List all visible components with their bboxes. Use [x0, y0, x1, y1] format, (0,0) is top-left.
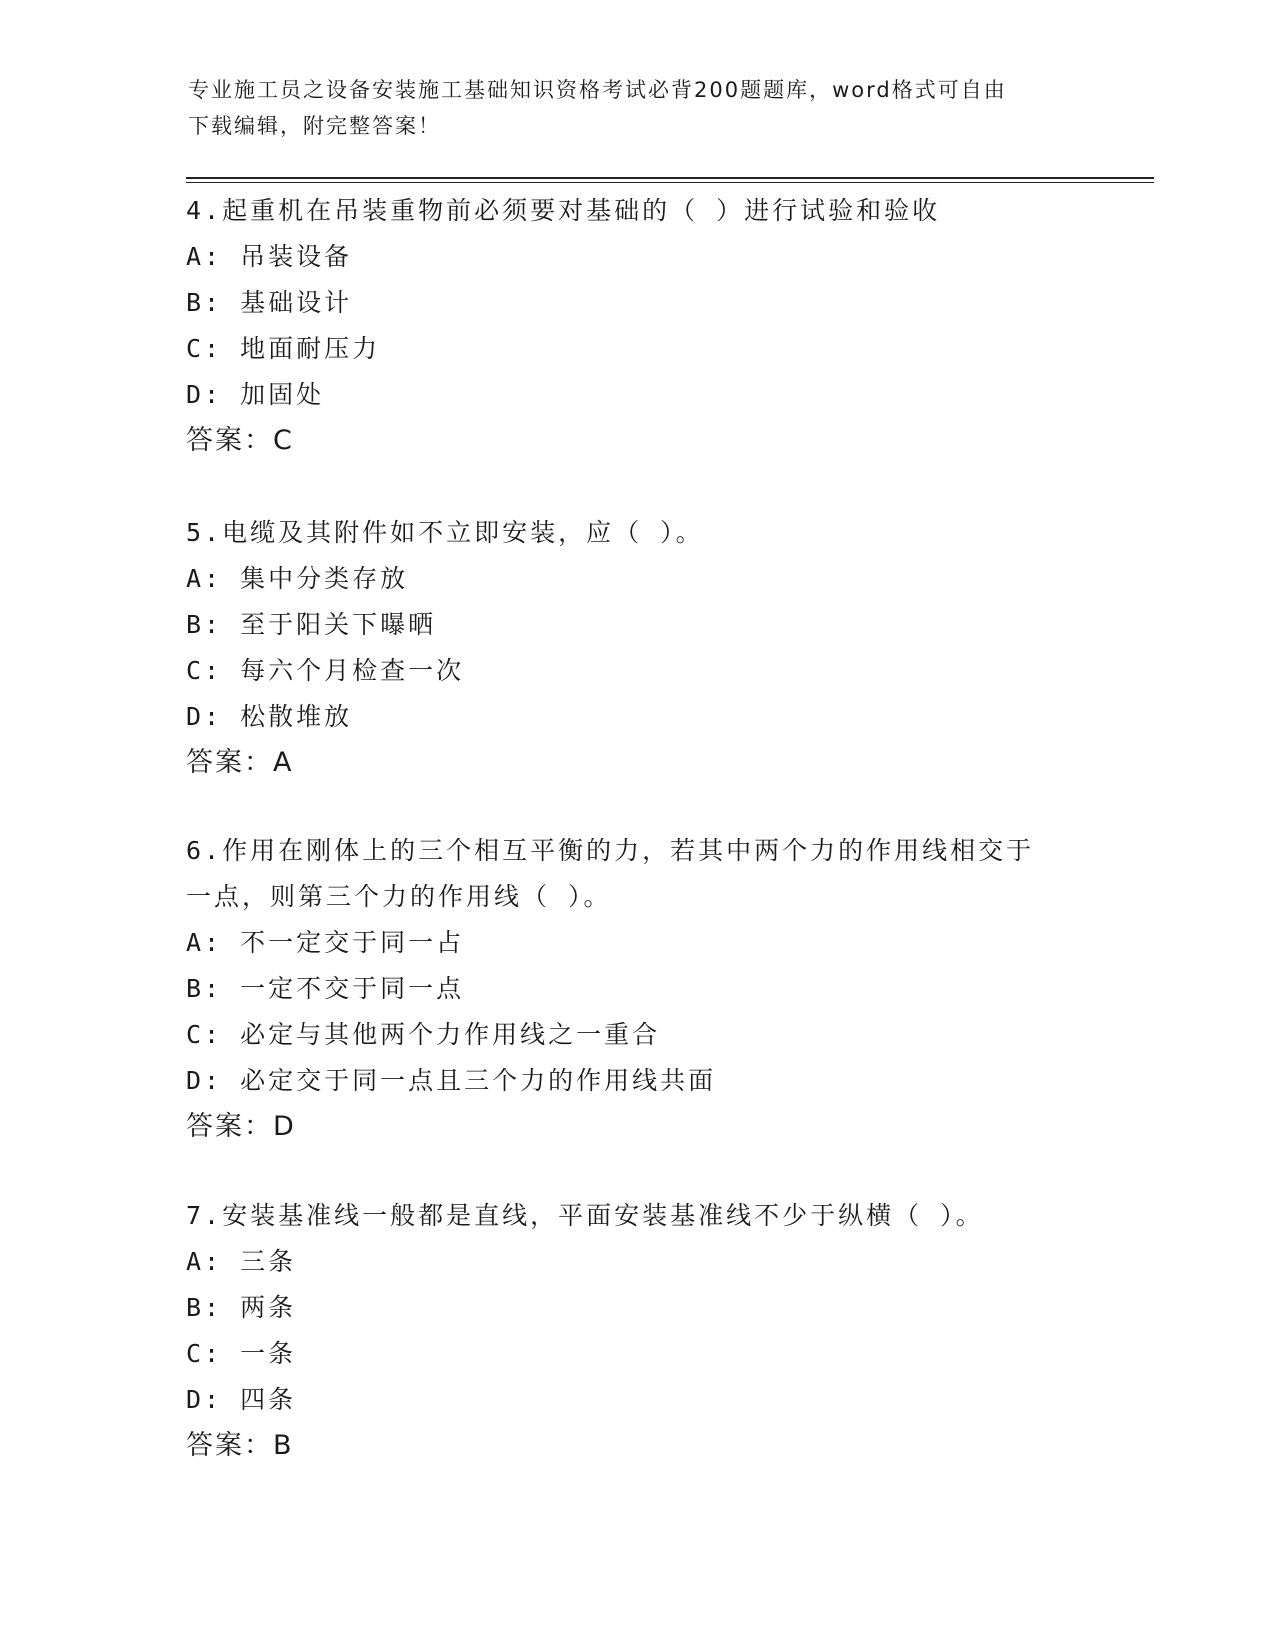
option-text: 集中分类存放 [240, 564, 409, 593]
option-label: A: [186, 564, 223, 593]
answer-line: 答案：D [186, 1111, 296, 1142]
option-label: C: [186, 334, 223, 363]
option-c [186, 1331, 1086, 1377]
option-label: B: [186, 1293, 223, 1322]
question-block [186, 1193, 1086, 1469]
header-line-2: 下载编辑，附完整答案！ [188, 114, 441, 138]
option-text: 一条 [240, 1339, 297, 1368]
option-label: D: [186, 380, 223, 409]
header-divider-thin [186, 182, 1154, 183]
option-text: 两条 [240, 1293, 297, 1322]
option-label: B: [186, 288, 223, 317]
option-label: C: [186, 656, 223, 685]
option-text: 三条 [240, 1247, 297, 1276]
option-label: B: [186, 974, 223, 1003]
question-block [186, 510, 1086, 786]
option-a [186, 234, 1086, 280]
option-d [186, 372, 1086, 418]
option-a [186, 556, 1086, 602]
option-text: 吊装设备 [240, 242, 353, 271]
header-divider-thick [186, 177, 1154, 179]
option-a [186, 1239, 1086, 1285]
option-text: 基础设计 [240, 288, 353, 317]
answer-line: 答案：B [186, 1430, 294, 1461]
option-c [186, 1012, 1086, 1058]
header-line-1: 专业施工员之设备安装施工基础知识资格考试必背200题题库，word格式可自由 [188, 78, 1007, 102]
question-stem: 4.起重机在吊装重物前必须要对基础的（ ）进行试验和验收 [186, 196, 941, 225]
option-text: 每六个月检查一次 [240, 656, 465, 685]
question-block [186, 188, 1086, 464]
question-block [186, 828, 1086, 1150]
option-text: 必定与其他两个力作用线之一重合 [240, 1020, 661, 1049]
option-label: C: [186, 1020, 223, 1049]
option-b [186, 1285, 1086, 1331]
option-d [186, 694, 1086, 740]
answer-line: 答案：A [186, 747, 294, 778]
question-stem-continued: 一点，则第三个力的作用线（ ）。 [186, 882, 612, 911]
option-text: 必定交于同一点且三个力的作用线共面 [240, 1066, 717, 1095]
document-header [188, 72, 1068, 144]
option-text: 加固处 [240, 380, 325, 409]
option-c [186, 648, 1086, 694]
option-text: 地面耐压力 [240, 334, 381, 363]
question-stem: 5.电缆及其附件如不立即安装，应（ ）。 [186, 518, 704, 547]
option-b [186, 280, 1086, 326]
option-a [186, 920, 1086, 966]
option-label: D: [186, 702, 223, 731]
answer-line: 答案：C [186, 425, 294, 456]
option-text: 不一定交于同一占 [240, 928, 465, 957]
option-text: 四条 [240, 1385, 297, 1414]
option-d [186, 1377, 1086, 1423]
option-label: A: [186, 242, 223, 271]
option-d [186, 1058, 1086, 1104]
option-label: B: [186, 610, 223, 639]
option-label: A: [186, 928, 223, 957]
question-stem: 7.安装基准线一般都是直线，平面安装基准线不少于纵横（ ）。 [186, 1201, 984, 1230]
option-label: A: [186, 1247, 223, 1276]
option-text: 松散堆放 [240, 702, 353, 731]
option-label: D: [186, 1385, 223, 1414]
question-stem: 6.作用在刚体上的三个相互平衡的力，若其中两个力的作用线相交于 [186, 836, 1035, 865]
option-c [186, 326, 1086, 372]
option-label: D: [186, 1066, 223, 1095]
option-label: C: [186, 1339, 223, 1368]
option-b [186, 602, 1086, 648]
option-text: 至于阳关下曝晒 [240, 610, 437, 639]
option-b [186, 966, 1086, 1012]
option-text: 一定不交于同一点 [240, 974, 465, 1003]
